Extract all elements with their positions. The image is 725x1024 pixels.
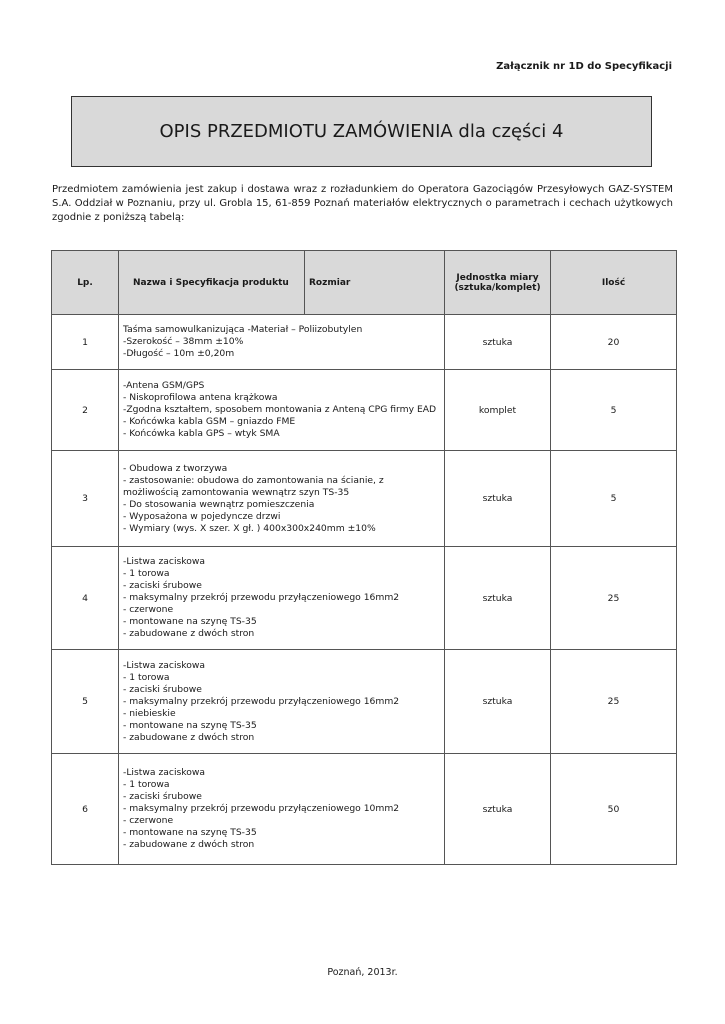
document-title-box bbox=[71, 96, 652, 167]
row-lp: 4 bbox=[52, 547, 119, 650]
table-row bbox=[52, 451, 677, 547]
table-row bbox=[52, 547, 677, 650]
description-line: - czerwone bbox=[123, 604, 174, 615]
annex-label: Załącznik nr 1D do Specyfikacji bbox=[496, 61, 672, 72]
row-description bbox=[119, 650, 445, 754]
table-row bbox=[52, 370, 677, 451]
description-line: - Niskoprofilowa antena krążkowa bbox=[123, 392, 278, 403]
row-unit: sztuka bbox=[445, 451, 551, 547]
table-row bbox=[52, 754, 677, 865]
header-size: Rozmiar bbox=[305, 251, 445, 315]
header-lp: Lp. bbox=[52, 251, 119, 315]
description-line: - montowane na szynę TS-35 bbox=[123, 719, 257, 731]
description-line: - Wymiary (wys. X szer. X gł. ) 400x300x240mm ±10% bbox=[123, 522, 376, 534]
specification-table bbox=[51, 250, 677, 865]
description-line: - zaciski śrubowe bbox=[123, 791, 202, 802]
description-line: - 1 torowa bbox=[123, 671, 170, 683]
table-row bbox=[52, 315, 677, 370]
description-line: - montowane na szynę TS-35 bbox=[123, 827, 257, 838]
description-line: - zaciski śrubowe bbox=[123, 580, 202, 591]
description-line: -Listwa zaciskowa bbox=[123, 767, 206, 778]
document-title: OPIS PRZEDMIOTU ZAMÓWIENIA dla części 4 bbox=[159, 121, 564, 142]
row-unit: sztuka bbox=[445, 315, 551, 370]
description-line: - zabudowane z dwóch stron bbox=[123, 839, 255, 850]
table-row bbox=[52, 650, 677, 754]
description-line: - zastosowanie: obudowa do zamontowania na ścianie, z bbox=[123, 474, 384, 486]
description-line: - Obudowa z tworzywa bbox=[123, 462, 228, 474]
intro-paragraph: Przedmiotem zamówienia jest zakup i dostawa wraz z rozładunkiem do Operatora Gazociągów Przesyłowych GAZ-SYSTEM S.A. Oddział w Poznaniu, przy ul. Grobla 15, 61-859 Poznań materiałów elektrycznych o parametrach i cechach użytkowych zgodnie z poniższą tabelą: bbox=[52, 184, 673, 223]
description-line: - maksymalny przekrój przewodu przyłączeniowego 10mm2 bbox=[123, 803, 400, 814]
row-unit: komplet bbox=[445, 370, 551, 451]
description-line: - zabudowane z dwóch stron bbox=[123, 628, 255, 639]
row-lp: 5 bbox=[52, 650, 119, 754]
description-line: - Końcówka kabla GSM – gniazdo FME bbox=[123, 416, 296, 427]
header-name: Nazwa i Specyfikacja produktu bbox=[119, 251, 305, 315]
description-line: - maksymalny przekrój przewodu przyłączeniowego 16mm2 bbox=[123, 592, 400, 603]
description-line: - montowane na szynę TS-35 bbox=[123, 616, 257, 627]
description-line: - maksymalny przekrój przewodu przyłączeniowego 16mm2 bbox=[123, 695, 400, 707]
description-line: -Długość – 10m ±0,20m bbox=[123, 348, 235, 359]
row-qty: 5 bbox=[551, 451, 677, 547]
row-description bbox=[119, 315, 445, 370]
row-description bbox=[119, 370, 445, 451]
description-line: -Szerokość – 38mm ±10% bbox=[123, 336, 244, 347]
description-line: - Wyposażona w pojedyncze drzwi bbox=[123, 510, 281, 522]
row-lp: 2 bbox=[52, 370, 119, 451]
description-line: - zaciski śrubowe bbox=[123, 683, 202, 695]
description-line: - Do stosowania wewnątrz pomieszczenia bbox=[123, 498, 315, 510]
table-header-row bbox=[52, 251, 677, 315]
header-qty: Ilość bbox=[551, 251, 677, 315]
description-line: - zabudowane z dwóch stron bbox=[123, 731, 255, 743]
description-line: możliwością zamontowania wewnątrz szyn TS-35 bbox=[123, 486, 350, 498]
description-line: Taśma samowulkanizująca -Materiał – Poliizobutylen bbox=[123, 324, 363, 335]
row-lp: 3 bbox=[52, 451, 119, 547]
row-qty: 25 bbox=[551, 547, 677, 650]
row-description bbox=[119, 754, 445, 865]
description-line: - niebieskie bbox=[123, 707, 176, 719]
row-description bbox=[119, 547, 445, 650]
row-qty: 20 bbox=[551, 315, 677, 370]
row-qty: 25 bbox=[551, 650, 677, 754]
row-qty: 5 bbox=[551, 370, 677, 451]
description-line: -Listwa zaciskowa bbox=[123, 659, 206, 671]
row-unit: sztuka bbox=[445, 754, 551, 865]
row-lp: 1 bbox=[52, 315, 119, 370]
description-line: -Antena GSM/GPS bbox=[123, 380, 205, 391]
row-unit: sztuka bbox=[445, 650, 551, 754]
description-line: -Zgodna kształtem, sposobem montowania z Anteną CPG firmy EAD bbox=[123, 404, 437, 415]
row-lp: 6 bbox=[52, 754, 119, 865]
row-description bbox=[119, 451, 445, 547]
row-unit: sztuka bbox=[445, 547, 551, 650]
header-unit: Jednostka miary (sztuka/komplet) bbox=[445, 251, 551, 315]
footer-place-date: Poznań, 2013r. bbox=[327, 967, 398, 978]
description-line: - Końcówka kabla GPS – wtyk SMA bbox=[123, 428, 280, 439]
description-line: -Listwa zaciskowa bbox=[123, 556, 206, 567]
description-line: - 1 torowa bbox=[123, 779, 170, 790]
description-line: - czerwone bbox=[123, 815, 174, 826]
description-line: - 1 torowa bbox=[123, 568, 170, 579]
row-qty: 50 bbox=[551, 754, 677, 865]
